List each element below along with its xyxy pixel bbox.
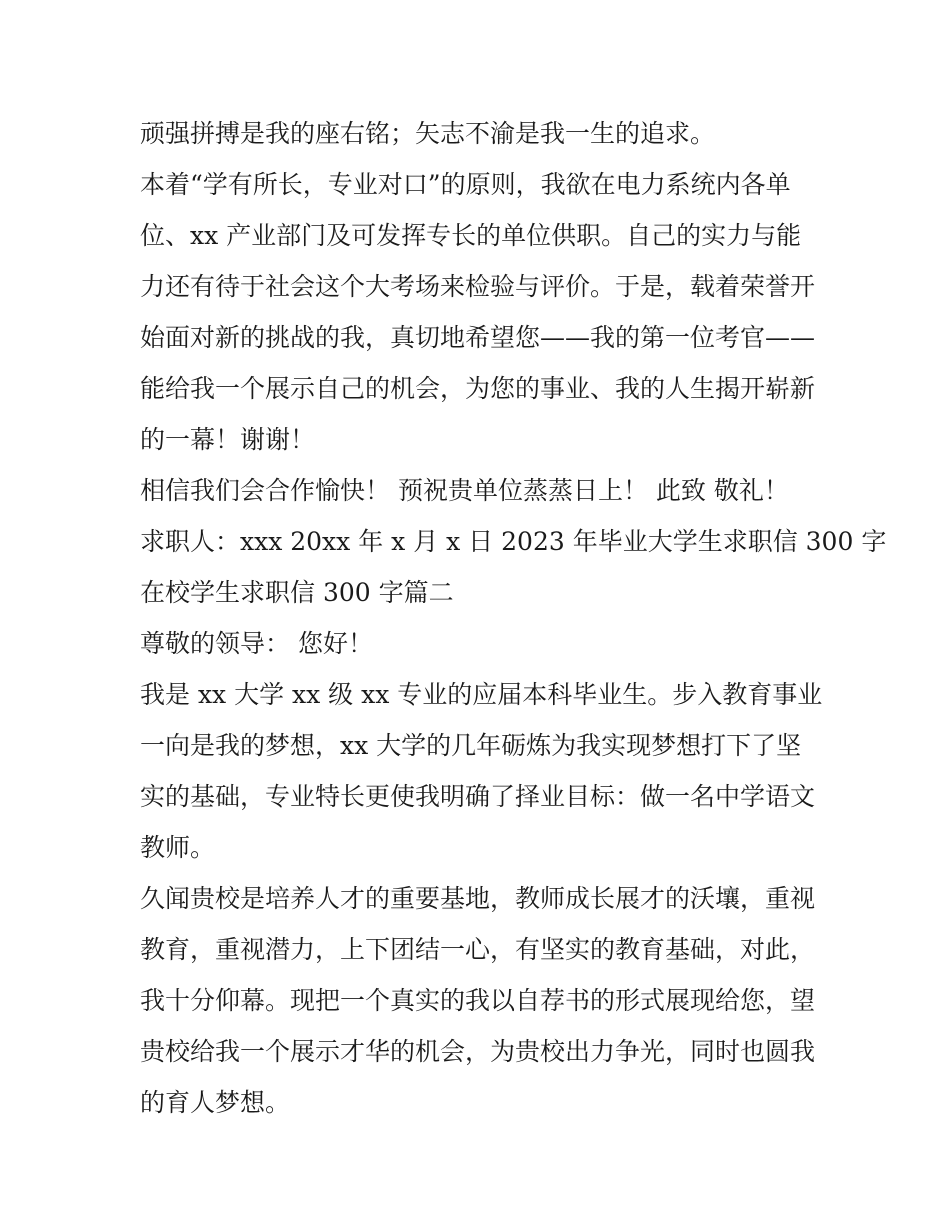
- text-line: 顽强拼搏是我的座右铭；矢志不渝是我一生的追求。: [140, 119, 716, 148]
- closing-line: 相信我们会合作愉快！ 预祝贵单位蒸蒸日上！ 此致 敬礼！: [140, 476, 789, 505]
- text-line: 我是 xx 大学 xx 级 xx 专业的应届本科毕业生。步入教育事业: [140, 680, 823, 709]
- text-line: 教师。: [140, 833, 216, 862]
- text-line: 一向是我的梦想，xx 大学的几年砺炼为我实现梦想打下了坚: [140, 731, 802, 760]
- text-line: 的育人梦想。: [140, 1088, 291, 1117]
- text-line: 教育，重视潜力，上下团结一心，有坚实的教育基础，对此，: [140, 935, 816, 964]
- text-line: 久闻贵校是培养人才的重要基地，教师成长展才的沃壤，重视: [140, 884, 816, 913]
- salutation: 尊敬的领导： 您好！: [140, 629, 373, 658]
- text-line: 本着“学有所长，专业对口”的原则，我欲在电力系统内各单: [140, 170, 791, 199]
- text-line: 位、xx 产业部门及可发挥专长的单位供职。自己的实力与能: [140, 221, 802, 250]
- text-line: 的一幕！谢谢！: [140, 425, 316, 454]
- signature-line: 求职人：xxx 20xx 年 x 月 x 日 2023 年毕业大学生求职信 300 字: [140, 527, 887, 556]
- document-body: [140, 108, 887, 1128]
- text-line: 我十分仰幕。现把一个真实的我以自荐书的形式展现给您，望: [140, 986, 816, 1015]
- text-line: 贵校给我一个展示才华的机会，为贵校出力争光，同时也圆我: [140, 1037, 816, 1066]
- section-heading: 在校学生求职信 300 字篇二: [140, 578, 454, 607]
- text-line: 实的基础，专业特长更使我明确了择业目标：做一名中学语文: [140, 782, 816, 811]
- text-line: 始面对新的挑战的我，真切地希望您——我的第一位考官——: [140, 323, 816, 352]
- text-line: 力还有待于社会这个大考场来检验与评价。于是，载着荣誉开: [140, 272, 816, 301]
- text-line: 能给我一个展示自己的机会，为您的事业、我的人生揭开崭新: [140, 374, 816, 403]
